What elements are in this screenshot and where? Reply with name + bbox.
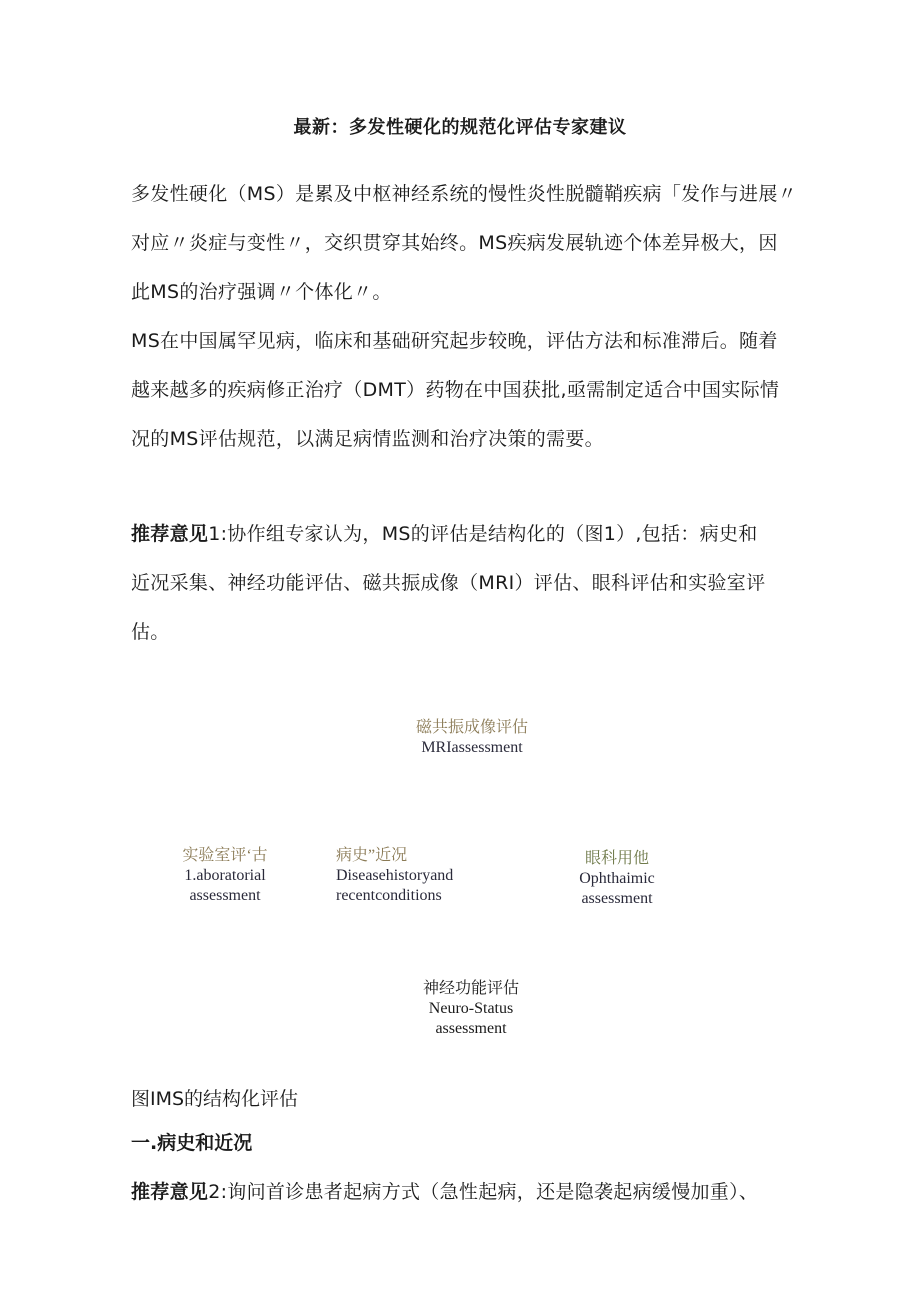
diagram-node-mri	[372, 718, 572, 758]
mri-label-cn: 磁共振成像评估	[415, 719, 528, 736]
intro-p2-line-2: 越来越多的疾病修正治疗（DMT）药物在中国获批,亟需制定适合中国实际情	[131, 379, 780, 401]
rec1-line-3: 估。	[131, 621, 170, 643]
eye-label-cn: 眼科用他	[584, 850, 649, 867]
rec2-label: 推荐意见	[131, 1181, 209, 1203]
intro-p2-line-3: 况的MS评估规范，以满足病情监测和治疗决策的需要。	[131, 428, 604, 450]
eye-label-en-1: Ophthaimic	[579, 870, 655, 887]
recommendation-1	[131, 510, 821, 657]
history-label-en-1: Diseasehistoryand	[336, 867, 454, 884]
intro-p1-line-2: 对应〃炎症与变性〃，交织贯穿其始终。MS疾病发展轨迹个体差异极大，因	[131, 232, 778, 254]
lab-label-cn: 实验室评‘古	[182, 847, 268, 864]
history-label-en-2: recentconditions	[336, 887, 442, 904]
neuro-label-en-2: assessment	[435, 1020, 507, 1037]
intro-p1-line-3: 此MS的治疗强调〃个体化〃。	[131, 281, 392, 303]
eye-label-en-2: assessment	[581, 890, 653, 907]
lab-label-en-2: assessment	[189, 887, 261, 904]
section-heading-history: 一.病史和近况	[131, 1132, 253, 1154]
history-label-cn: 病史”近况	[336, 847, 408, 864]
mri-label-en: MRIassessment	[421, 739, 523, 756]
diagram-node-lab	[160, 846, 290, 906]
intro-p1-line-1: 多发性硬化（MS）是累及中枢神经系统的慢性炎性脱髓鞘疾病「发作与进展〃	[131, 183, 797, 205]
intro-paragraph-1	[131, 170, 821, 317]
diagram-node-history	[336, 846, 496, 906]
intro-paragraph-2	[131, 317, 821, 464]
neuro-label-en-1: Neuro-Status	[428, 1000, 514, 1017]
recommendation-2	[131, 1178, 758, 1206]
figure-caption: 图IMS的结构化评估	[131, 1088, 299, 1110]
rec1-line-2: 近况采集、神经功能评估、磁共振成像（MRI）评估、眼科评估和实验室评	[131, 572, 766, 594]
diagram-node-eye	[552, 849, 682, 909]
rec1-line-1-text: 1:协作组专家认为，MS的评估是结构化的（图1）,包括：病史和	[208, 523, 758, 545]
diagram-node-neuro	[396, 979, 546, 1039]
lab-label-en-1: 1.aboratorial	[184, 867, 266, 884]
rec2-text: 2:询问首诊患者起病方式（急性起病，还是隐袭起病缓慢加重）、	[208, 1181, 759, 1203]
page-title: 最新：多发性硬化的规范化评估专家建议	[293, 117, 627, 138]
intro-p2-line-1: MS在中国属罕见病，临床和基础研究起步较晚，评估方法和标准滞后。随着	[131, 330, 778, 352]
neuro-label-cn: 神经功能评估	[422, 980, 519, 997]
rec1-line-1	[131, 510, 821, 559]
rec1-label: 推荐意见	[131, 523, 209, 545]
